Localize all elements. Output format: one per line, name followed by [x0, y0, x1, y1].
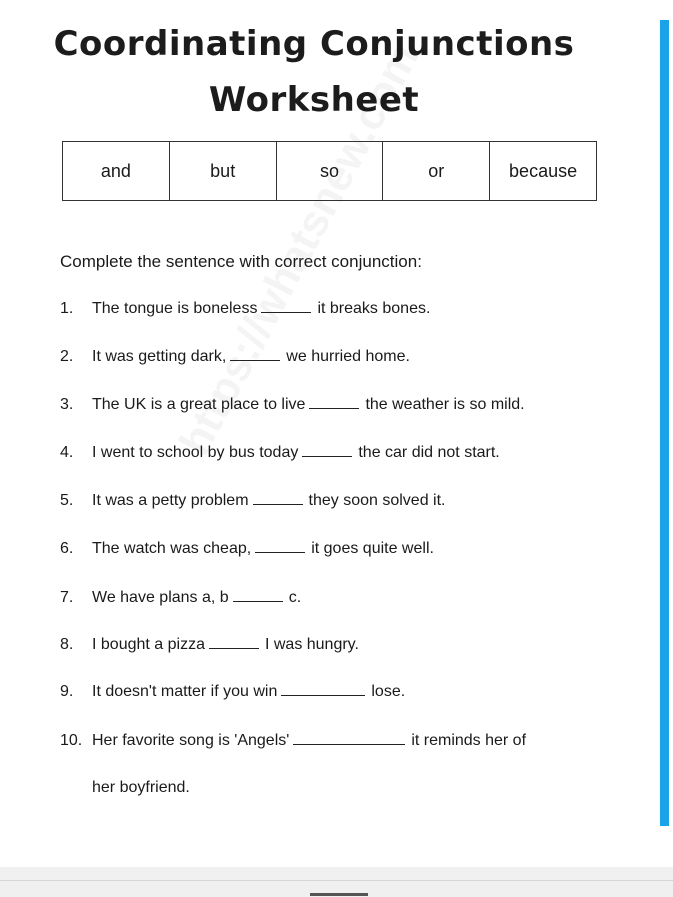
question-text-before: I bought a pizza — [92, 636, 205, 653]
answer-blank[interactable] — [209, 647, 259, 649]
answer-blank[interactable] — [281, 694, 365, 696]
question-10-continuation: her boyfriend. — [92, 779, 190, 796]
worksheet-title-line1: Coordinating Conjunctions — [53, 24, 575, 64]
question-number: 1. — [60, 300, 74, 317]
word-bank-cell: or — [383, 142, 490, 200]
question-text-before: The watch was cheap, — [92, 540, 252, 557]
question-text-before: I went to school by bus today — [92, 444, 299, 461]
question-text-after: they soon solved it. — [308, 492, 446, 509]
question-number: 10. — [60, 732, 83, 749]
accent-side-bar — [660, 20, 669, 826]
scroll-handle[interactable] — [310, 893, 368, 896]
question-text-after: it breaks bones. — [317, 300, 431, 317]
word-bank-cell: but — [170, 142, 277, 200]
question-6 — [60, 540, 434, 558]
question-number: 5. — [60, 492, 74, 509]
word-bank-cell: and — [63, 142, 170, 200]
bottom-divider — [0, 880, 673, 881]
question-text-after: the car did not start. — [358, 444, 500, 461]
question-number: 3. — [60, 396, 74, 413]
question-text-after: it goes quite well. — [311, 540, 434, 557]
answer-blank[interactable] — [309, 407, 359, 409]
question-10 — [60, 732, 526, 750]
answer-blank[interactable] — [253, 503, 303, 505]
question-number: 2. — [60, 348, 74, 365]
question-text-before: The tongue is boneless — [92, 300, 258, 317]
answer-blank[interactable] — [233, 600, 283, 602]
answer-blank[interactable] — [293, 743, 405, 745]
question-text-before: Her favorite song is 'Angels' — [92, 732, 290, 749]
worksheet-title-line2: Worksheet — [208, 80, 420, 120]
question-2 — [60, 348, 410, 366]
question-9 — [60, 683, 405, 701]
question-text-before: The UK is a great place to live — [92, 396, 306, 413]
question-5 — [60, 492, 445, 510]
question-number: 4. — [60, 444, 74, 461]
question-number: 8. — [60, 636, 74, 653]
question-1 — [60, 300, 430, 318]
question-7 — [60, 589, 301, 607]
answer-blank[interactable] — [255, 551, 305, 553]
question-text-after: c. — [288, 589, 302, 606]
question-3 — [60, 396, 525, 414]
question-text-before: We have plans a, b — [92, 589, 229, 606]
question-number: 7. — [60, 589, 74, 606]
question-text-after: it reminds her of — [411, 732, 527, 749]
question-4 — [60, 444, 500, 462]
question-text-before: It was getting dark, — [92, 348, 227, 365]
question-text-after: the weather is so mild. — [365, 396, 525, 413]
question-text-before: It was a petty problem — [92, 492, 249, 509]
answer-blank[interactable] — [230, 359, 280, 361]
word-bank-cell: because — [509, 160, 578, 181]
answer-blank[interactable] — [261, 311, 311, 313]
question-text-after: I was hungry. — [264, 636, 359, 653]
question-text-after: lose. — [371, 683, 406, 700]
word-bank-table — [62, 141, 597, 201]
question-text-before: It doesn't matter if you win — [92, 683, 278, 700]
question-8 — [60, 636, 359, 654]
answer-blank[interactable] — [302, 455, 352, 457]
question-text-after: we hurried home. — [286, 348, 410, 365]
question-number: 6. — [60, 540, 74, 557]
word-bank-cell: so — [277, 142, 384, 200]
instruction-text: Complete the sentence with correct conjunction: — [60, 252, 422, 271]
question-number: 9. — [60, 683, 74, 700]
